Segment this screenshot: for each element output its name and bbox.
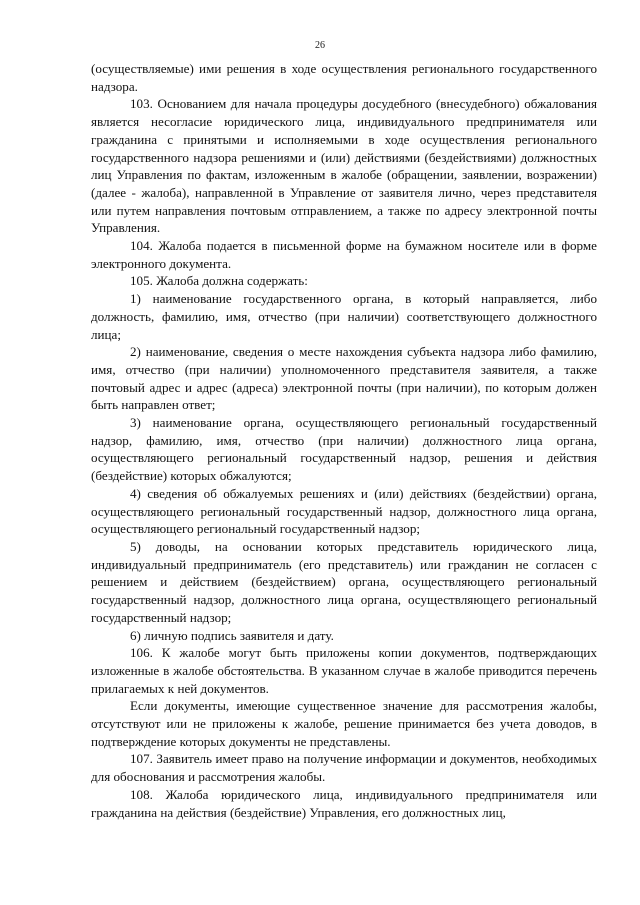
paragraph-continuation: (осуществляемые) ими решения в ходе осуществления регионального государственного надзора. [91,61,597,94]
list-item-4: 4) сведения об обжалуемых решениях и (или) действиях (бездействии) органа, осуществляющего региональный государственный надзор, должностного лица органа, осуществляющего региональный государственный надзор; [91,485,597,537]
paragraph-107: 107. Заявитель имеет право на получение информации и документов, необходимых для обоснования и рассмотрения жалобы. [91,751,597,785]
list-item-1: 1) наименование государственного органа, в который направляется, либо должность, фамилию, имя, отчество (при наличии) соответствующего должностного лица; [91,291,597,342]
paragraph-105: 105. Жалоба должна содержать: [130,273,308,289]
paragraph-104: 104. Жалоба подается в письменной форме на бумажном носителе или в форме электронного документа. [91,238,597,271]
paragraph-103: 103. Основанием для начала процедуры досудебного (внесудебного) обжалования является несогласие юридического лица, индивидуального предпринимателя или гражданина с принятыми и исполняемыми в ходе осуществления регионального государственного надзора решениями и (или) действиями (бездействиями) должностных лиц Управления по фактам, изложенным в жалобе (обращении, заявлении, возражении) (далее - жалоба), направленной в Управление от заявителя лично, через представителя или путем направления почтовым отправлением, а также по адресу электронной почты Управления. [91,96,597,236]
list-item-2: 2) наименование, сведения о месте нахождения субъекта надзора либо фамилию, имя, отчество (при наличии) уполномоченного представителя заявителя, а также почтовый адрес и адрес (адреса) электронной почты (при наличии), по которым должен быть направлен ответ; [91,344,597,413]
list-item-5: 5) доводы, на основании которых представитель юридического лица, индивидуальный предприниматель (его представитель) или гражданин не согласен с решением и действием (бездействием) органа, осуществляющего региональный государственный надзор, должностного лица органа, осуществляющего региональный государственный надзор; [91,538,597,625]
document-body [91,60,597,821]
paragraph-106-continued: Если документы, имеющие существенное значение для рассмотрения жалобы, отсутствуют или не приложены к жалобе, решение принимается без учета доводов, в подтверждение которых документы не представлены. [91,698,597,749]
page-number: 26 [315,40,325,51]
list-item-3: 3) наименование органа, осуществляющего региональный государственный надзор, фамилию, имя, отчество (при наличии) должностного лица органа, осуществляющего региональный государственный надзор, решения и действия (бездействие) которых обжалуются; [91,415,597,484]
paragraph-108: 108. Жалоба юридического лица, индивидуального предпринимателя или гражданина на действия (бездействие) Управления, его должностных лиц, [91,786,597,820]
paragraph-106: 106. К жалобе могут быть приложены копии документов, подтверждающих изложенные в жалобе обстоятельства. В указанном случае в жалобе приводится перечень прилагаемых к ней документов. [91,645,597,696]
list-item-6: 6) личную подпись заявителя и дату. [130,627,334,643]
